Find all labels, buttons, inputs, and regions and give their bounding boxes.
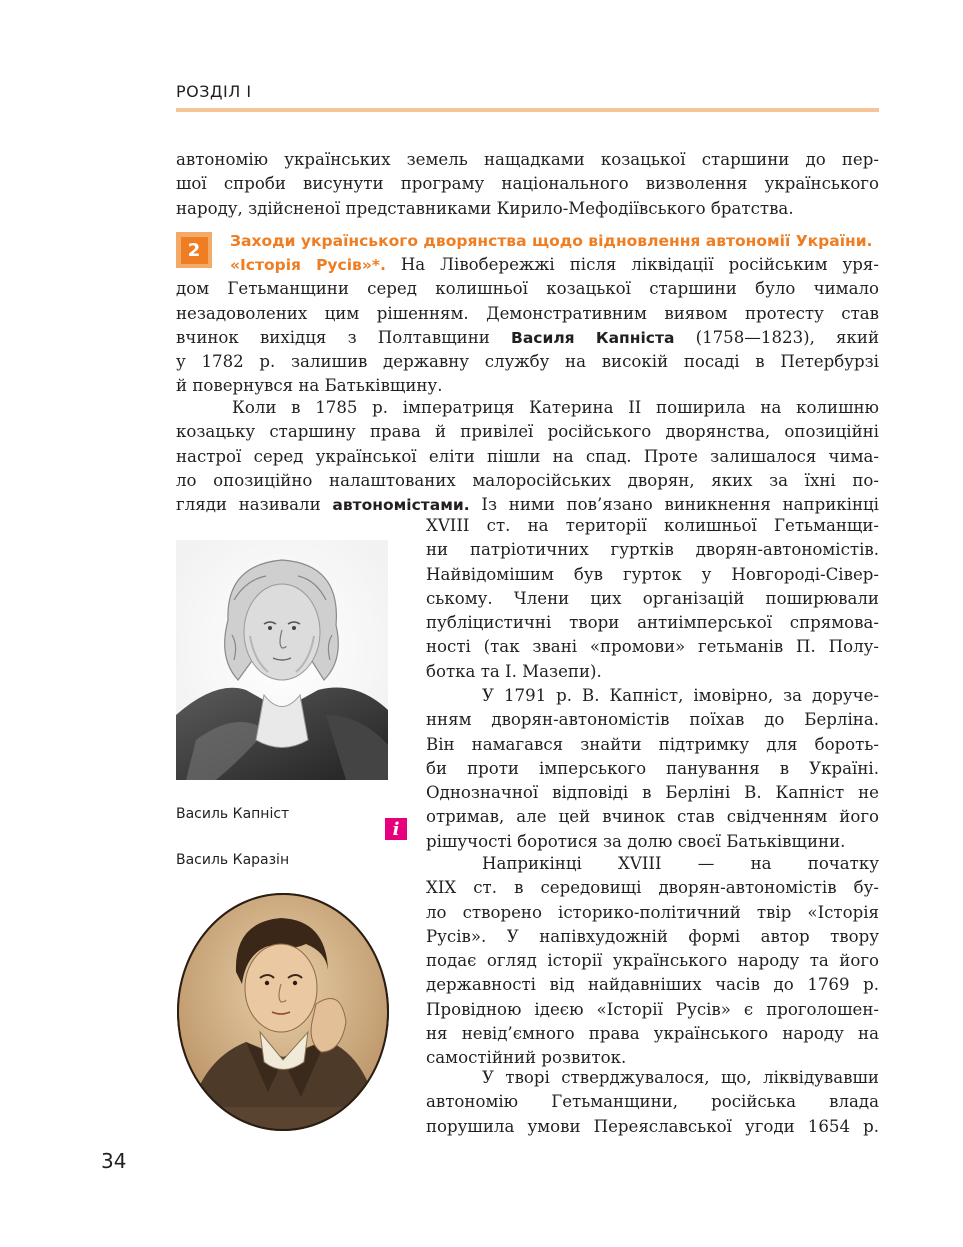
info-icon: i <box>385 818 407 840</box>
section-number-badge: 2 <box>176 232 212 268</box>
column-paragraph-3: Наприкінці XVIII — на початку XIX ст. в середовищі дворян-автономістів бу- ло створено історико-політичний твір «Історія Русів». У напівхудожній формі автор твору подає огляд історії українського народу та його державності від найдавніших часів до 1769 р. Провідною ідеєю «Історії Русів» є проголошен- ня невід’ємного права українського народу на самостійний розвиток. <box>426 854 879 1068</box>
column-paragraph-4: У творі стверджувалося, що, ліквідувавши автономію Гетьманщини, російська влада порушила умови Переяславської угоди 1654 р. <box>426 1068 879 1136</box>
kapnist-caption: Василь Капніст <box>176 806 290 822</box>
column-paragraph-2: У 1791 р. В. Капніст, імовірно, за доруче- нням дворян-автономістів поїхав до Берліна. Він намагався знайти підтримку для бороть- би проти імперського панування в Україні. Однозначної відповіді в Берліні В. Капніст не отримав, але цей вчинок став свідченням його рішучості боротися за долю своєї Батьківщини. <box>426 686 879 851</box>
section-heading <box>230 229 879 253</box>
section-paragraph: «Історія Русів»*. На Лівобережжі після ліквідації російським уря- дом Гетьманщини серед колишньої козацької старшини було чимало незадоволених цим рішенням. Демонстративним виявом протесту став вчинок вихідця з Полтавщини Василя Капніста (1758—1823), який у 1782 р. залишив державну службу на високій посаді в Петербурзі й повернувся на Батьківщину. <box>176 255 880 396</box>
intro-paragraph: автономію українських земель нащадками козацької старшини до пер- шої спроби висунути програму національного визволення українського народу, здійсненої представниками Кирило-Мефодіївського братства. <box>176 150 879 218</box>
person-name: Василя Капніста <box>511 328 675 347</box>
karazin-portrait-image <box>176 892 390 1132</box>
key-term: автономістами. <box>332 496 470 515</box>
section-subtitle: «Історія Русів»*. <box>230 256 386 274</box>
karazin-caption: Василь Каразін <box>176 852 290 868</box>
section-header: РОЗДІЛ І <box>176 82 252 101</box>
section-title: Заходи українського дворянства щодо відновлення автономії України. <box>230 232 873 250</box>
column-paragraph-1: XVIII ст. на території колишньої Гетьманщи- ни патріотичних гуртків дворян-автономістів. Найвідомішим був гурток у Новгороді-Сівер- ському. Члени цих організацій поширювали публіцистичні твори антиімперської спрямова- ності (так звані «промови» гетьманів П. Полу- ботка та І. Мазепи). <box>426 516 879 681</box>
body-paragraph: Коли в 1785 р. імператриця Катерина ІІ поширила на колишню козацьку старшину права й привілеї російського дворянства, опозиційні настрої серед української еліти пішли на спад. Проте залишалося чима- ло опозиційно налаштованих малоросійських дворян, яких за їхні по- гляди називали автономістами. Із ними пов’язано виникнення наприкінці <box>176 398 879 515</box>
page-number: 34 <box>101 1149 127 1173</box>
kapnist-portrait-image <box>176 540 388 780</box>
header-divider <box>176 108 879 112</box>
